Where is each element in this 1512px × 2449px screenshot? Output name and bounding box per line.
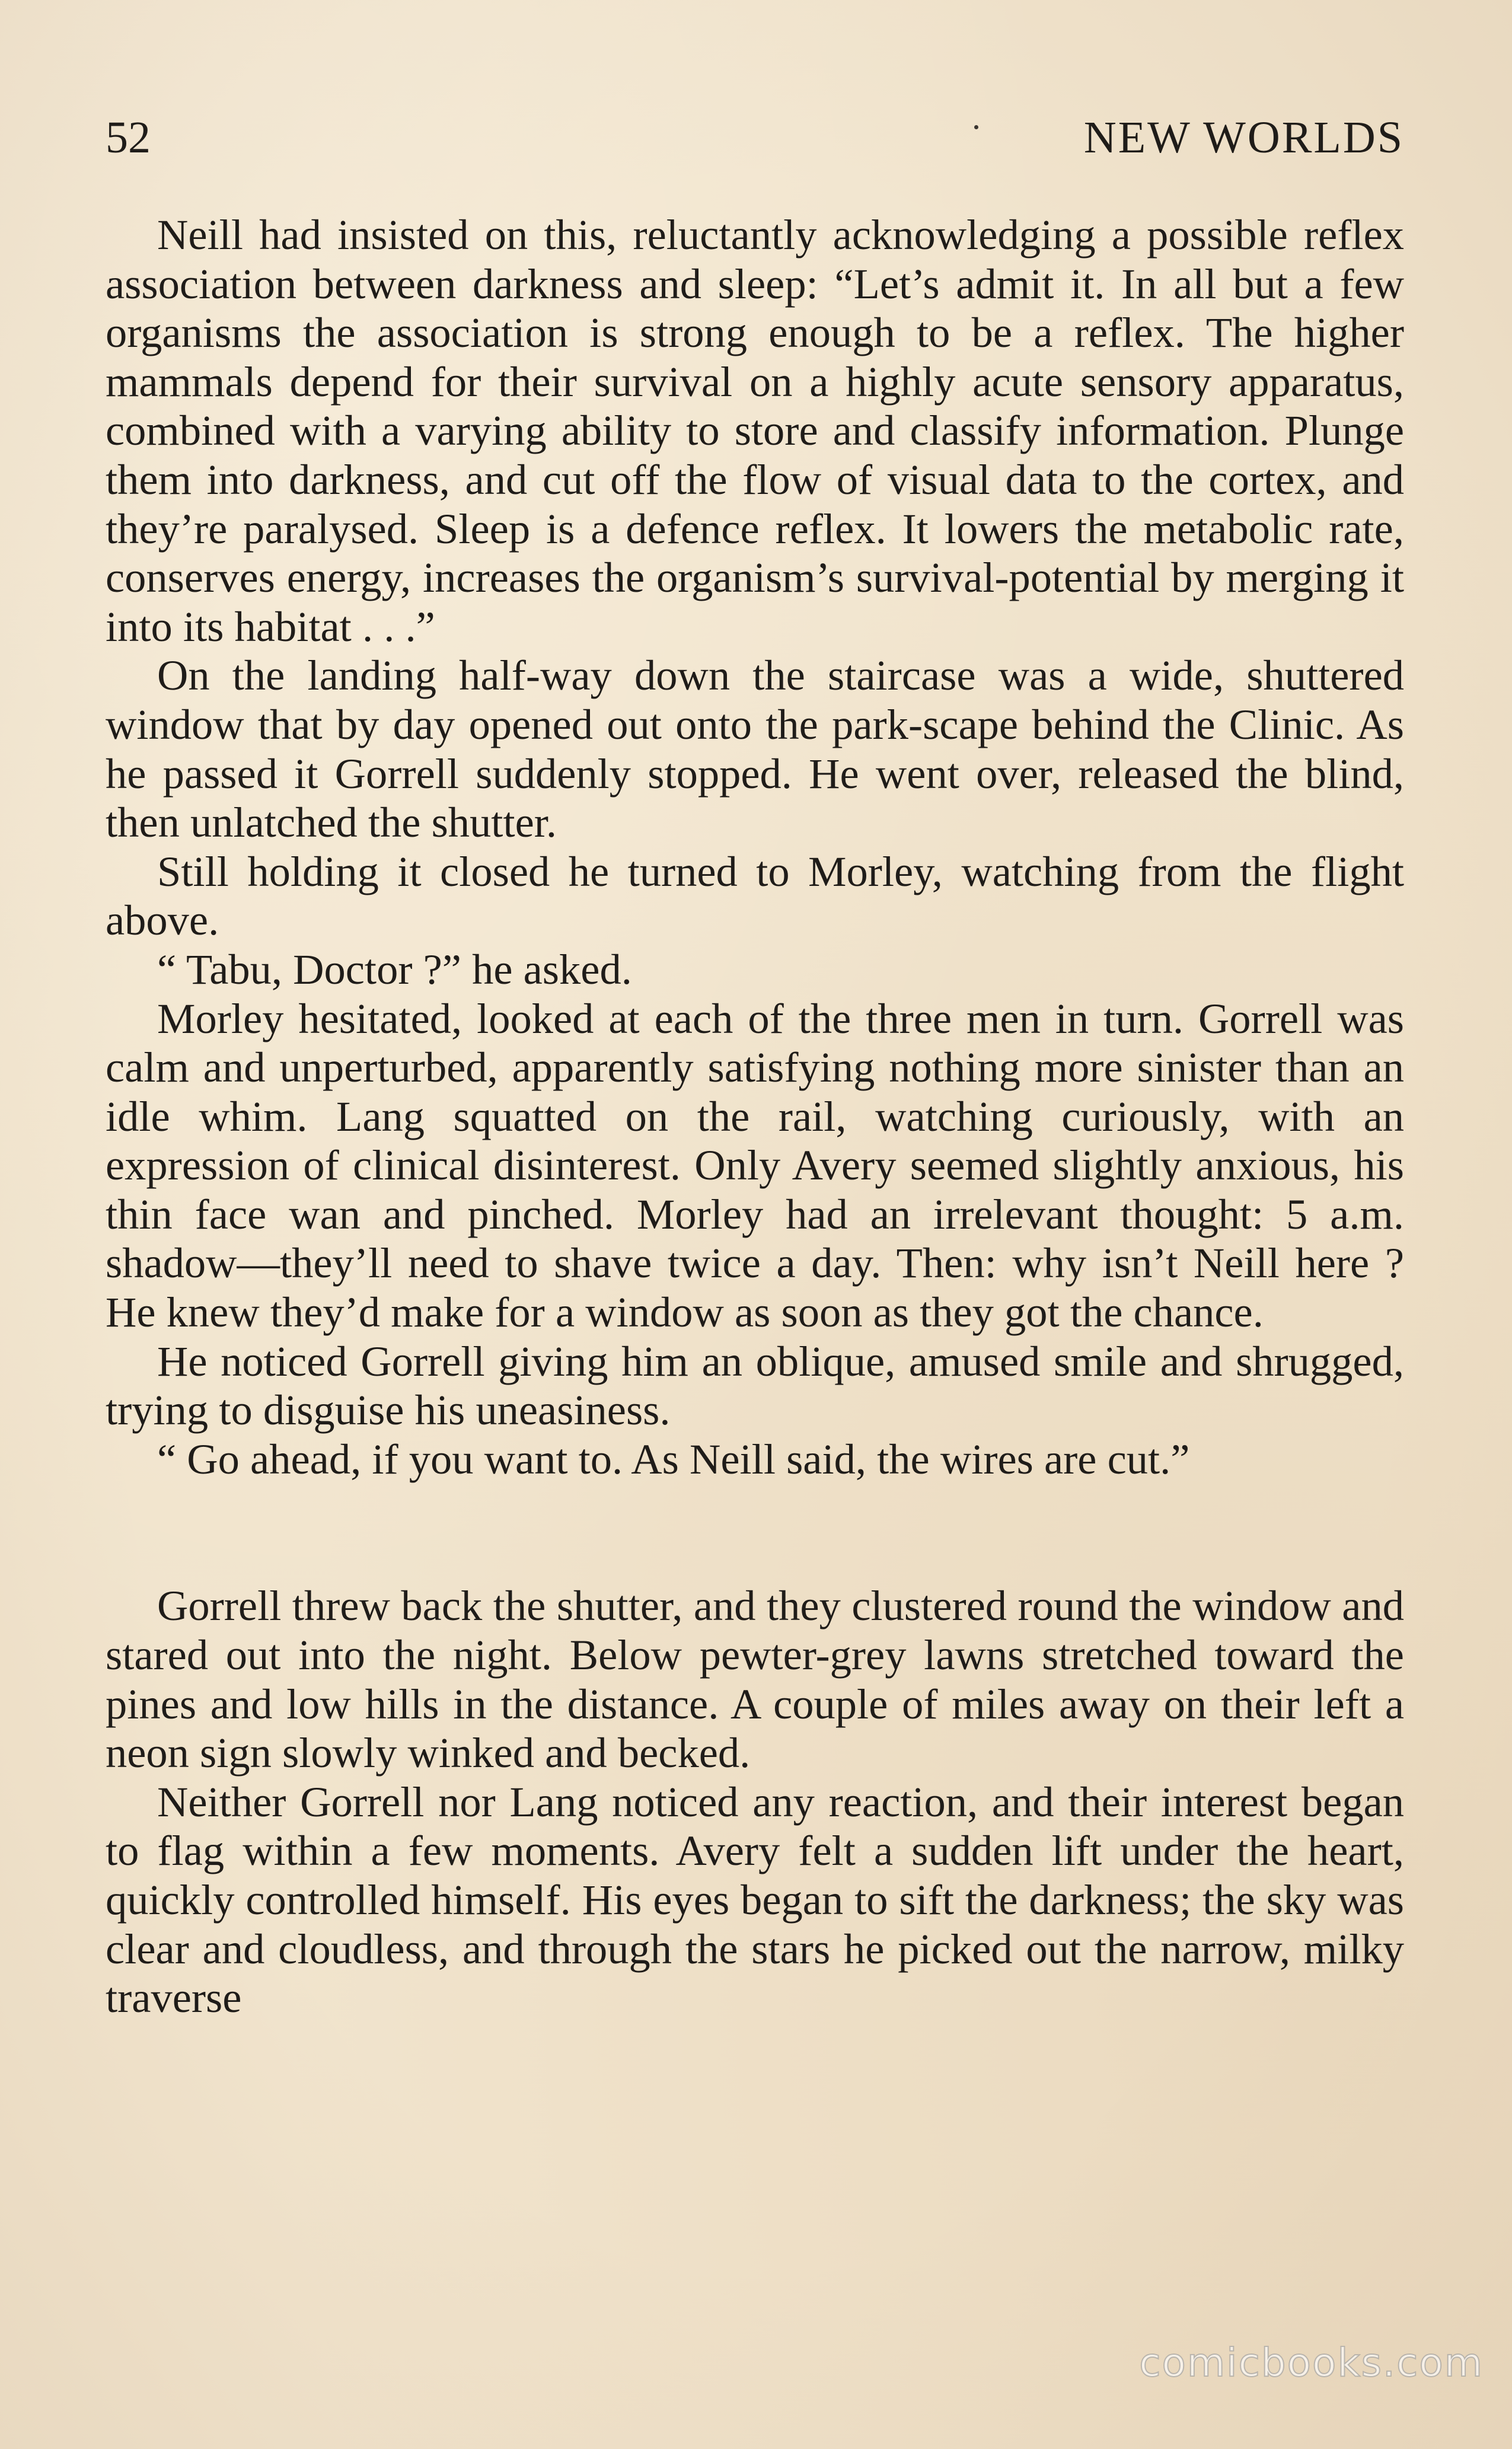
- paragraph: On the landing half-way down the staircase was a wide, shuttered window that by day opened out onto the park-scape behind the Clinic. As he passed it Gorrell suddenly stopped. He went over, released the blind, then unlatched the shutter.: [106, 651, 1404, 847]
- page-number: 52: [106, 113, 151, 162]
- site-watermark: comicbooks.com: [1139, 2340, 1484, 2386]
- paragraph: Gorrell threw back the shutter, and they clustered round the window and stared out into the night. Below pewter-grey lawns stretched toward the pines and low hills in the distance. A couple of miles away on their left a neon sign slowly winked and becked.: [106, 1581, 1404, 1777]
- running-title: NEW WORLDS: [1083, 113, 1404, 162]
- ink-speck: [974, 125, 978, 129]
- body-text: [106, 211, 1404, 2023]
- paragraph: Neill had insisted on this, reluctantly acknowledging a possible reflex association between darkness and sleep: “Let’s admit it. In all but a few organisms the association is strong enough to be a reflex. The higher mammals depend for their survival on a highly acute sensory apparatus, combined with a varying ability to store and classify information. Plunge them into darkness, and cut off the flow of visual data to the cortex, and they’re paralysed. Sleep is a defence reflex. It lowers the metabolic rate, conserves energy, increases the organism’s survival-potential by merging it into its habitat . . .”: [106, 211, 1404, 650]
- paragraph: Morley hesitated, looked at each of the three men in turn. Gorrell was calm and unperturbed, apparently satisfying nothing more sinister than an idle whim. Lang squatted on the rail, watching curiously, with an expression of clinical disinterest. Only Avery seemed slightly anxious, his thin face wan and pinched. Morley had an irrelevant thought: 5 a.m. shadow—they’ll need to shave twice a day. Then: why isn’t Neill here ? He knew they’d make for a window as soon as they got the chance.: [106, 994, 1404, 1337]
- paragraph: “ Go ahead, if you want to. As Neill said, the wires are cut.”: [157, 1434, 1190, 1483]
- paragraph: Still holding it closed he turned to Morley, watching from the flight above.: [106, 847, 1404, 945]
- paragraph: “ Tabu, Doctor ?” he asked.: [157, 945, 632, 993]
- paragraph: Neither Gorrell nor Lang noticed any reaction, and their interest began to flag within a few moments. Avery felt a sudden lift under the heart, quickly controlled himself. His eyes began to sift the darkness; the sky was clear and cloudless, and through the stars he picked out the narrow, milky traverse: [106, 1777, 1404, 2022]
- page-header: [106, 110, 1404, 166]
- paragraph: He noticed Gorrell giving him an oblique, amused smile and shrugged, trying to disguise his uneasiness.: [106, 1337, 1404, 1434]
